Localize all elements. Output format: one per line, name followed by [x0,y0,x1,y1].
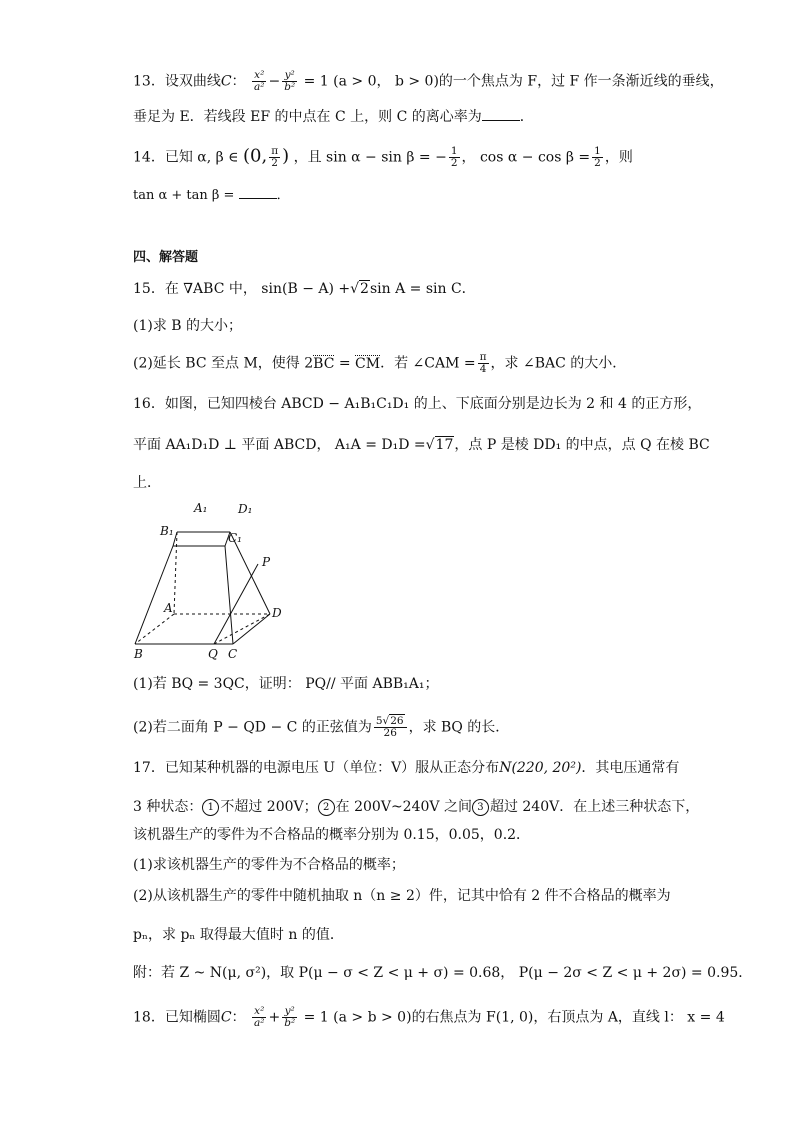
frac-y2-b2 [282,70,297,93]
section-heading: 四、解答题 [133,250,199,265]
circled-number-1: 1 [202,799,219,816]
frac-den: a² [254,1017,265,1029]
q16-line1: 16．如图，已知四棱台 ABCD − A₁B₁C₁D₁ 的上、下底面分别是边长为 2 和 4 的正方形， [133,396,702,412]
plus-sign: + [268,1009,281,1026]
state-3: 超过 240V．在上述三种状态下， [489,799,700,815]
var-c: C [220,73,232,90]
q16-line3: 上． [133,475,161,491]
label-b: B [134,647,143,661]
sqrt-radicand: 2 [360,281,369,297]
frac-num: 1 [450,145,458,157]
q17-text-c: 3 种状态： [133,799,203,815]
q17-line2 [133,797,699,817]
q18-text-b: 的右焦点为 F(1, 0)，右顶点为 A，直线 l： x = 4 [411,1009,725,1026]
frac-den: 2 [450,157,458,169]
equals: = [334,355,356,372]
normal-distribution: N(220, 20²) [499,760,582,776]
q15-part2 [133,352,626,375]
q14-text-c: ， cos α − cos β = [461,149,591,166]
frustum-figure [130,496,300,662]
q16-text-d: ，求 BQ 的长． [408,719,510,736]
edge-c1c [225,546,233,644]
frac-den: b² [284,81,296,93]
q15-text-a: 15．在 ∇ABC 中， sin(B − A) + [133,281,351,297]
frac-den: 2 [594,157,601,169]
q14-line2 [133,184,290,206]
q13-text-b: 的一个焦点为 F，过 F 作一条渐近线的垂线， [438,73,724,90]
interval-close: ) [282,145,290,167]
q15-text-c: (2)延长 BC 至点 M，使得 2 [133,355,314,372]
sqrt-sign: √ [425,437,435,453]
q14-text-a: 14．已知 α, β ∈ [133,149,239,166]
answer-blank[interactable] [482,106,520,121]
q17-appendix: 附：若 Z ~ N(μ, σ²)，取 P(μ − σ < Z < μ + σ) = 0.68， P(μ − 2σ < Z < μ + 2σ) = 0.95． [133,965,753,981]
frac-num: π [271,145,279,157]
q14-text-e: tan α + tan β = [133,188,235,203]
q17-part2-cont: pₙ，求 pₙ 取得最大值时 n 的值． [133,927,344,943]
frac-num: y² [282,70,297,82]
q14-text-d: ，则 [604,149,633,166]
q16-text-b: ，点 P 是棱 DD₁ 的中点，点 Q 在棱 BC [454,437,710,453]
label-a1: A₁ [194,501,208,515]
q15-line1 [133,279,476,299]
label-c: C [228,647,238,661]
q17-part1: (1)求该机器生产的零件为不合格品的概率； [133,857,405,873]
q17-part2: (2)从该机器生产的零件中随机抽取 n（n ≥ 2）件，记其中恰有 2 件不合格品的概率为 [133,888,671,904]
frac-den: 4 [479,363,487,375]
period: ． [276,188,290,203]
label-a: A [164,601,173,615]
circled-number-3: 3 [472,799,489,816]
q15-part1: (1)求 B 的大小； [133,318,243,334]
frac-num: 5√26 [374,716,407,728]
q14-text-b: ，且 sin α − sin β = − [293,149,447,166]
frac-y2-b2 [282,1006,297,1029]
answer-blank[interactable] [239,184,277,199]
q15-text-b: sin A = sin C． [369,281,476,297]
label-c1: C₁ [228,531,242,545]
period: ． [519,109,534,125]
q17-text-a: 17．已知某种机器的电源电压 U（单位：V）服从正态分布 [133,760,500,776]
frac-num: x² [252,1006,266,1018]
label-d1: D₁ [238,502,253,516]
frac-num: x² [252,70,266,82]
colon: ： [231,1009,246,1026]
colon: ： [231,73,246,90]
var-c: C [220,1009,232,1026]
frac-num: 1 [594,145,601,157]
vector-cm: CM [355,355,381,372]
q15-text-d: ．若 ∠CAM = [380,355,476,372]
q13-line1 [133,70,724,93]
frac-pi-4 [478,352,489,375]
label-q: Q [208,647,218,661]
sqrt-radicand: 17 [435,437,454,453]
sqrt-sign: √ [350,281,360,297]
q18-line1 [133,1006,725,1029]
minus-sign: − [268,73,281,90]
label-p: P [262,555,271,569]
vector-bc: BC [313,355,335,372]
q18-condition: = 1 (a > b > 0) [303,1009,412,1026]
frac-1-2-a [449,146,460,169]
frac-num: π [479,351,487,363]
q17-line3: 该机器生产的零件为不合格品的概率分别为 0.15，0.05，0.2． [133,827,531,843]
q16-text-c: (2)若二面角 P − QD − C 的正弦值为 [133,719,372,736]
frac-1-2-b [592,146,603,169]
q14-line1 [133,146,633,169]
circled-number-2: 2 [318,799,335,816]
coef: 5 [375,715,383,727]
frac-den: 26 [383,727,397,739]
edge-cd [233,614,270,644]
frac-x2-a2 [252,1006,266,1029]
label-b1: B₁ [160,524,174,538]
q17-line1 [133,758,679,778]
q13-text-a: 13．设双曲线 [133,73,221,90]
q13-text-c: 垂足为 E．若线段 EF 的中点在 C 上，则 C 的离心率为 [133,109,482,125]
edge-a1a-hidden [174,532,177,614]
interval-open: (0, [242,145,268,167]
q16-text-a: 平面 AA₁D₁D ⊥ 平面 ABCD， A₁A = D₁D = [133,437,426,453]
q15-text-e: ，求 ∠BAC 的大小． [490,355,627,372]
frac-num: y² [282,1006,297,1018]
q16-part1: (1)若 BQ = 3QC，证明： PQ// 平面 ABB₁A₁； [133,676,439,692]
q16-line2 [133,435,710,455]
frac-x2-a2 [252,70,266,93]
frac-pi-2 [269,146,280,169]
q13-line2 [133,106,534,127]
frac-den: a² [254,81,265,93]
q16-part2 [133,716,509,739]
frac-sine-value [374,716,407,739]
q13-condition: = 1 (a > 0， b > 0) [303,73,439,90]
state-2: 在 200V~240V 之间 [335,799,472,815]
state-1: 不超过 200V； [220,799,318,815]
frac-den: 2 [271,157,278,169]
q18-text-a: 18．已知椭圆 [133,1009,221,1026]
q17-text-b: ．其电压通常有 [581,760,680,776]
frac-den: b² [284,1017,296,1029]
sqrt-radicand: 26 [390,715,404,727]
label-d: D [272,606,282,620]
